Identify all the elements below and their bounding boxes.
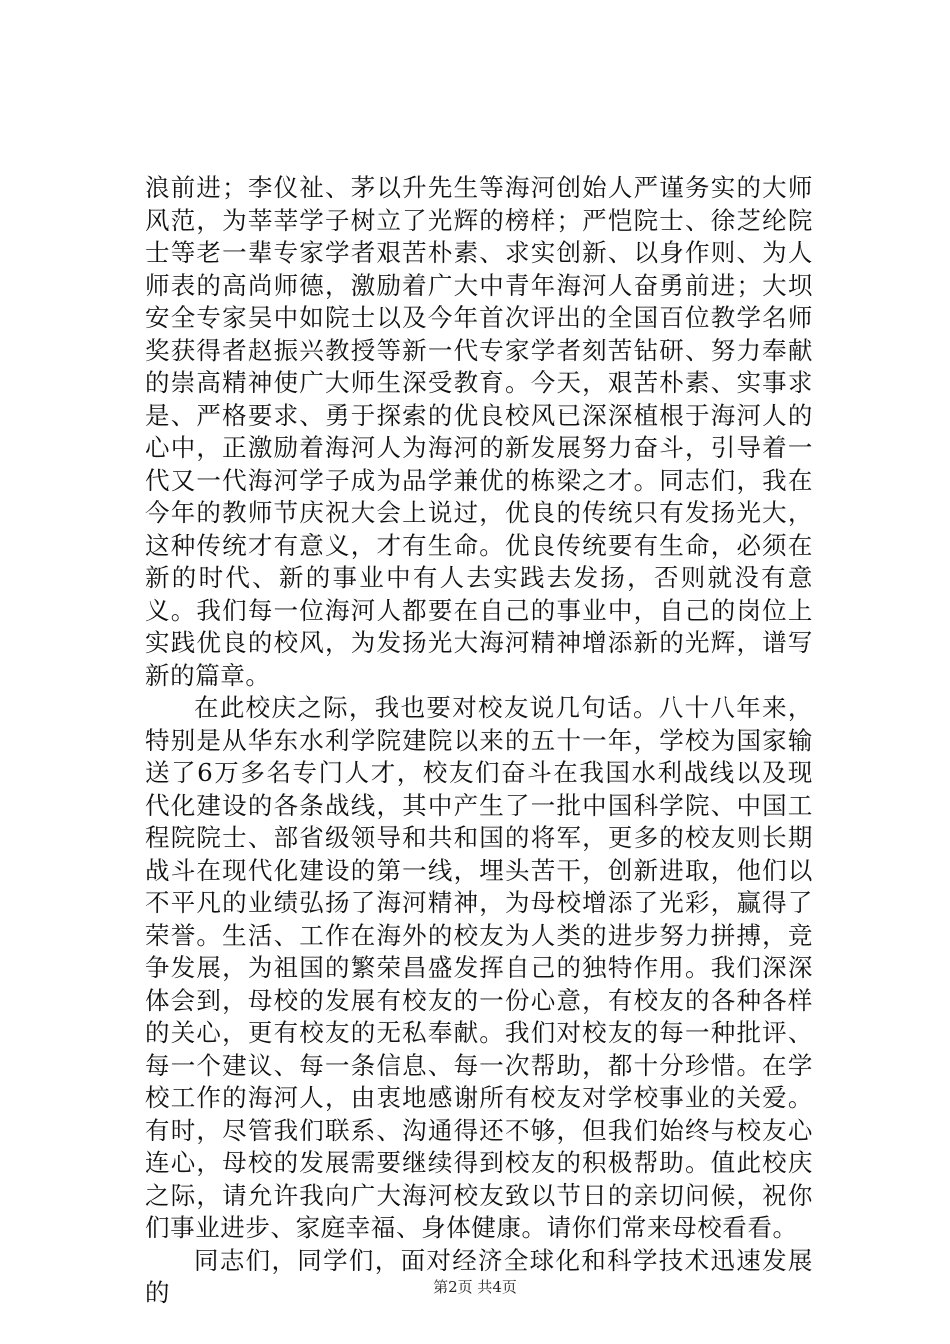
paragraph-2: 在此校庆之际，我也要对校友说几句话。八十八年来，特别是从华东水利学院建院以来的五十一年，学校为国家输送了6万多名专门人才，校友们奋斗在我国水利战线以及现代化建设的各条战线，其中产生了一批中国科学院、中国工程院院士、部省级领导和共和国的将军，更多的校友则长期战斗在现代化建设的第一线，埋头苦干，创新进取，他们以不平凡的业绩弘扬了海河精神，为母校增添了光彩，赢得了荣誉。生活、工作在海外的校友为人类的进步努力拼搏，竞争发展，为祖国的繁荣昌盛发挥自己的独特作用。我们深深体会到，母校的发展有校友的一份心意，有校友的各种各样的关心，更有校友的无私奉献。我们对校友的每一种批评、每一个建议、每一条信息、每一次帮助，都十分珍惜。在学校工作的海河人，由衷地感谢所有校友对学校事业的关爱。有时，尽管我们联系、沟通得还不够，但我们始终与校友心连心，母校的发展需要继续得到校友的积极帮助。值此校庆之际，请允许我向广大海河校友致以节日的亲切问候，祝你们事业进步、家庭幸福、身体健康。请你们常来母校看看。 [145, 693, 813, 1242]
page-footer: 第2页 共4页 [433, 1278, 517, 1296]
paragraph-1: 浪前进；李仪祉、茅以升先生等海河创始人严谨务实的大师风范，为莘莘学子树立了光辉的榜样；严恺院士、徐芝纶院士等老一辈专家学者艰苦朴素、求实创新、以身作则、为人师表的高尚师德，激励着广大中青年海河人奋勇前进；大坝安全专家吴中如院士以及今年首次评出的全国百位教学名师奖获得者赵振兴教授等新一代专家学者刻苦钻研、努力奉献的崇高精神使广大师生深受教育。今天，艰苦朴素、实事求是、严格要求、勇于探索的优良校风已深深植根于海河人的心中，正激励着海河人为海河的新发展努力奋斗，引导着一代又一代海河学子成为品学兼优的栋梁之才。同志们，我在今年的教师节庆祝大会上说过，优良的传统只有发扬光大，这种传统才有意义，才有生命。优良传统要有生命，必须在新的时代、新的事业中有人去实践去发扬，否则就没有意义。我们每一位海河人都要在自己的事业中，自己的岗位上实践优良的校风，为发扬光大海河精神增添新的光辉，谱写新的篇章。 [145, 173, 813, 690]
paragraph-3: 同志们，同学们，面对经济全球化和科学技术迅速发展的 [145, 1245, 813, 1307]
document-body [145, 172, 813, 1310]
